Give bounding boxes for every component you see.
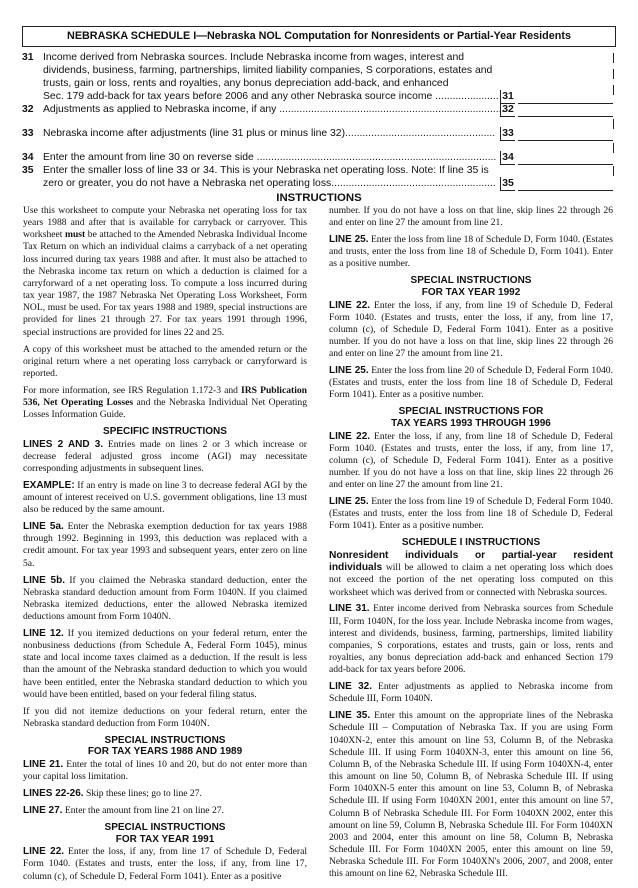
text: will be allowed to claim a net operating loss which does not exceed the portion of the net operating loss computed on this worksheet which was derived from or connected with Nebraska sources. <box>329 562 613 598</box>
text: Enter this amount on the appropriate lines of the Nebraska Schedule III – Computation of Nebraska Tax. If you are using Form 1040XN-2, enter this amount on line 53, Column B, of the Nebraska Schedule III. If using Form 1040XN-3, enter this amount on line 56, Column B, of the Nebraska Schedule III. If using Form 1040XN-4, enter this amount on line 50, Column B, of Nebraska Schedule III. If using Form 1040XN-5 enter this amount on line 53, Column B, of Nebraska Schedule III. If using Form 1040XN 2001, enter this amount on line 57, Column B of Nebraska Schedule III. For Form 1040XN 2002, enter this amount on line 59, Column B, Nebraska Schedule III. For Form 1040XN 2003 and 2004, enter this amount on line 58, Column B, Nebraska Schedule III. For Form 1040XN 2005, enter this amount on line 59, Nebraska Schedule III. For Form 1040XN's 2006, 2007, and 2008, enter this amount on line 62, Nebraska Schedule III. <box>329 710 613 880</box>
instructions-left-column <box>23 205 307 888</box>
heading-line: SPECIAL INSTRUCTIONS <box>104 734 226 746</box>
heading-line: FOR TAX YEAR 1992 <box>421 286 521 298</box>
text: Enter the loss, if any, from line 17 of Schedule D, Federal Form 1040. (Estates and trusts, enter the loss, if any, from line 17, column (c), of Schedule D, Federal Form 1041). Enter as a positive <box>23 846 307 882</box>
line-31-instruction <box>329 603 613 676</box>
line-25-1992-instruction <box>329 365 613 401</box>
text: Enter adjustments as applied to Nebraska income from Schedule III, Form 1040N. <box>329 681 613 705</box>
schedule-line-32 <box>22 103 616 119</box>
emphasis: must <box>64 229 86 241</box>
continued-paragraph: number. If you do not have a loss on that line, skip lines 22 through 26 and enter on line 27 the amount from line 21. <box>329 205 613 229</box>
heading-line: FOR TAX YEAR 1991 <box>115 833 215 845</box>
line-box-label: 35 <box>500 177 515 191</box>
line-text-row: trusts, gain or loss, rents and royalties, any bonus depreciation add-back, and enhanced <box>43 78 449 89</box>
line-12-instruction <box>23 628 307 701</box>
line-text <box>43 164 517 190</box>
text: Enter the Nebraska exemption deduction for tax years 1988 through 1992. Beginning in 1993, this deduction was replaced with a credit amount. For tax year 1993 and subsequent years, enter zero on line 5a. <box>23 521 308 569</box>
line-text <box>43 103 517 116</box>
instructions-right-column <box>329 205 613 885</box>
line-number: 33 <box>22 128 34 139</box>
text: If an entry is made on line 3 to decrease federal AGI by the amount of interest received on U.S. government obligations, line 13 must also be reduced by the same amount. <box>23 479 307 516</box>
label: LINES 22-26. <box>23 788 84 800</box>
heading-special-1988-1989 <box>23 735 307 758</box>
line-box-label: 32 <box>500 103 515 117</box>
line-22-1991-instruction <box>23 846 307 882</box>
line-22-1993-instruction <box>329 431 613 492</box>
publication-title: IRS Publication 536, Net Operating Losses <box>23 384 307 408</box>
line-text <box>43 51 517 103</box>
field-tick <box>613 53 614 63</box>
no-itemize-paragraph: If you did not itemize deductions on your federal return, enter the Nebraska standard deduction from Form 1040N. <box>23 705 307 729</box>
nebraska-schedule-i <box>22 26 616 189</box>
line-text-row: zero or greater, you do not have a Nebraska net operating loss......................................................... <box>43 178 496 189</box>
heading-special-1992 <box>329 275 613 298</box>
schedule-line-34 <box>22 151 616 164</box>
label: LINE 12. <box>23 628 64 640</box>
line-box-label: 34 <box>500 151 515 165</box>
label: LINE 31. <box>329 603 370 615</box>
text: Enter the loss, if any, from line 19 of Schedule D, Federal Form 1040. (Estates and trusts, enter the loss, if any, from line 17, column (c), of Schedule D, Federal Form 1041). Enter as a positive number. If you do not have a loss on that line, skip lines 22 through 26 and enter on line 27 the amount from line 21. <box>329 299 613 360</box>
line-text-row: Nebraska income after adjustments (line 31 plus or minus line 32).................................................... <box>43 128 496 139</box>
schedule-line-33 <box>22 127 616 143</box>
line-text-row: Sec. 179 add-back for tax years before 2006 and any other Nebraska source income ...................... <box>43 91 499 102</box>
field-tick <box>613 85 614 95</box>
line-32-instruction <box>329 681 613 705</box>
line-box-label: 33 <box>500 127 515 141</box>
field-tick <box>613 69 614 79</box>
text: If you itemized deductions on your federal return, enter the nonbusiness deductions (from Schedule A, Federal Form 1045), minus state and local income taxes claimed as a deduction. If the result is less than the amount of the Nebraska standard deduction to which you would have been entitled, enter the Nebraska standard deduction to which you would have been entitled, based on your federal filing status. <box>23 628 307 700</box>
text: Enter the amount from line 21 on line 27. <box>64 805 224 817</box>
line-35-amount-field[interactable] <box>518 177 613 191</box>
line-5a-instruction <box>23 521 307 570</box>
line-21-instruction <box>23 759 307 783</box>
heading-line: SPECIAL INSTRUCTIONS <box>410 275 532 287</box>
line-text <box>43 151 517 164</box>
label: LINE 5b. <box>23 574 65 586</box>
line-27-instruction <box>23 805 307 817</box>
text: For more information, see IRS Regulation 1.172-3 and <box>23 384 238 396</box>
example-instruction <box>23 480 307 516</box>
label: LINES 2 AND 3. <box>23 438 104 450</box>
line-text-row: Income derived from Nebraska sources. Include Nebraska income from wages, interest and <box>43 52 465 63</box>
line-number: 35 <box>22 165 34 176</box>
label: EXAMPLE: <box>23 479 75 491</box>
schedule-title: NEBRASKA SCHEDULE I—Nebraska NOL Computation for Nonresidents or Partial-Year Residents <box>22 26 616 47</box>
line-25-1991-instruction <box>329 234 613 270</box>
nonresident-paragraph <box>329 550 613 599</box>
heading-line: FOR TAX YEARS 1988 AND 1989 <box>87 746 243 758</box>
text: If you claimed the Nebraska standard deduction, enter the Nebraska standard deduction amount from Form 1040N. If you claimed Nebraska itemized deductions, enter the allowed Nebraska itemized deductions amount from Form 1040N. <box>23 574 307 623</box>
line-number: 34 <box>22 152 34 163</box>
line-number: 31 <box>22 52 34 63</box>
lines-22-26-instruction <box>23 788 307 800</box>
label: LINE 27. <box>23 805 63 817</box>
heading-special-1993-1996 <box>329 406 613 429</box>
line-text-row: Enter the amount from line 30 on reverse side ................................................................................... <box>43 152 497 163</box>
line-32-amount-field[interactable] <box>518 103 613 117</box>
text: Entries made on lines 2 or 3 which increase or decrease federal adjusted gross income (AGI) may necessitate corresponding adjustments in subsequent lines. <box>23 438 307 474</box>
more-info-paragraph <box>23 385 307 421</box>
line-text <box>43 127 517 140</box>
schedule-line-35 <box>22 164 616 190</box>
lines-2-3-instruction <box>23 439 307 475</box>
line-5b-instruction <box>23 575 307 624</box>
line-box-label: 31 <box>500 90 515 104</box>
line-text-row: dividends, business, farming, partnerships, limited liability companies, S corporations, estates and <box>43 65 493 76</box>
heading-schedule-i-instructions: SCHEDULE I INSTRUCTIONS <box>401 537 541 549</box>
text: and the Nebraska Individual Net Operating Losses Information Guide. <box>23 396 308 421</box>
instructions-title: INSTRUCTIONS <box>276 192 362 204</box>
schedule-line-31 <box>22 51 616 105</box>
field-tick <box>613 166 614 176</box>
label: LINE 22. <box>329 299 371 311</box>
label: LINE 32. <box>329 681 373 693</box>
text: Enter income derived from Nebraska sources from Schedule III, Form 1040N, for the loss year. Include Nebraska income from wages, interest and dividends, business, farming, partnerships, limited liability companies, S corporations, estates and trusts, gain or loss, rents and royalties, any bonus depreciation add-back and enhanced Section 179 add-back for tax years before 2006. <box>329 603 614 676</box>
label: LINE 22. <box>329 430 371 442</box>
line-text-row: Adjustments as applied to Nebraska income, if any .............................................................................. <box>43 104 505 115</box>
heading-specific-instructions: SPECIFIC INSTRUCTIONS <box>103 426 227 438</box>
text: Enter the loss, if any, from line 18 of Schedule D, Federal Form 1040. (Estates and trusts, enter the loss, if any, from line 17, column (c), of Schedule D, Federal Form 1041). Enter as a positive number. If you do not have a loss on that line, skip lines 22 through 26 and enter on line 27 the amount from line 21. <box>329 430 613 491</box>
label: LINE 25. <box>329 365 369 377</box>
label: LINE 35. <box>329 710 371 722</box>
label: LINE 25. <box>329 234 369 246</box>
text: Enter the loss from line 18 of Schedule D, Form 1040. (Estates and trusts, enter the loss from line 18 of Schedule D, Form 1041). Enter as a positive number. <box>329 234 613 270</box>
line-number: 32 <box>22 104 34 115</box>
intro-paragraph <box>23 205 307 339</box>
text: Enter the loss from line 19 of Schedule D, Federal Form 1040. (Estates and trusts, enter the loss from line 18 of Schedule D, Federal Form 1041). Enter as a positive number. <box>329 496 613 532</box>
text: Enter the total of lines 10 and 20, but do not enter more than your capital loss limitation. <box>23 759 307 783</box>
text: be attached to the Amended Nebraska Individual Income Tax Return on which an individual claims a carryback of a net operating loss incurred during tax years 1988 and after. It must also be attached to the Nebraska income tax return on which a deduction is claimed for a carryforward of a net operating loss. To compute a loss incurred during tax year 1987, the 1987 Nebraska Net Operating Loss Worksheet, Form NOL, must be used. For tax years 1988 and 1989, special instructions are provided for lines 21 through 27. For tax years 1991 through 1996, special instructions are provided for lines 22 and 25. <box>23 229 307 338</box>
heading-line: SPECIAL INSTRUCTIONS FOR <box>398 406 544 418</box>
line-text-row: Enter the smaller loss of line 33 or 34. This is your Nebraska net operating loss. Note: If line 35 is <box>43 165 489 176</box>
label: LINE 21. <box>23 759 64 771</box>
emphasis: Nonresident individuals or partial-year resident individuals <box>329 550 613 574</box>
text: Use this worksheet to compute your Nebraska net operating loss for tax years 1988 and after that is available for carryback or carryover. This worksheet <box>23 205 307 241</box>
label: LINE 5a. <box>23 521 64 533</box>
heading-line: TAX YEARS 1993 THROUGH 1996 <box>391 418 551 429</box>
label: LINE 22. <box>23 846 65 858</box>
attach-paragraph: A copy of this worksheet must be attached to the amended return or the original return where a net operating loss carryback or carryforward is reported. <box>23 343 307 379</box>
line-33-amount-field[interactable] <box>518 127 613 141</box>
line-35-instruction <box>329 710 613 880</box>
text: Skip these lines; go to line 27. <box>86 788 202 800</box>
line-34-amount-field[interactable] <box>518 151 613 165</box>
heading-line: SPECIAL INSTRUCTIONS <box>104 822 226 834</box>
line-22-1992-instruction <box>329 300 613 361</box>
line-31-amount-field[interactable] <box>518 90 613 104</box>
label: LINE 25. <box>329 496 369 508</box>
line-25-1993-instruction <box>329 496 613 532</box>
text: Enter the loss from line 20 of Schedule D, Federal Form 1040. (Estates and trusts, enter the loss from line 18 of Schedule D, Federal Form 1041). Enter as a positive number. <box>329 365 613 401</box>
